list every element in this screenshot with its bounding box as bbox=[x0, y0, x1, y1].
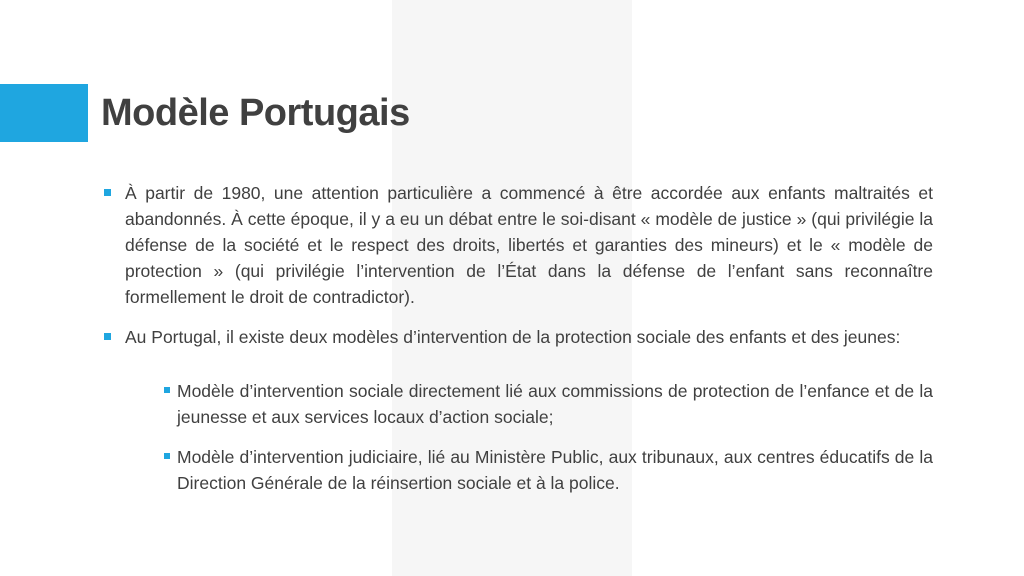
square-bullet-icon bbox=[164, 387, 170, 393]
slide-title: Modèle Portugais bbox=[101, 92, 410, 134]
sub-bullet-item bbox=[163, 444, 933, 496]
square-bullet-icon bbox=[104, 189, 111, 196]
title-accent-bar bbox=[0, 84, 88, 142]
sub-bullet-text: Modèle d’intervention sociale directement lié aux commissions de protection de l’enfance et de la jeunesse et aux services locaux d’action sociale; bbox=[177, 381, 933, 427]
bullet-text: À partir de 1980, une attention particulière a commencé à être accordée aux enfants maltraités et abandonnés. À cette époque, il y a eu un débat entre le soi-disant « modèle de justice » (qui privilégie la défense de la société et le respect des droits, libertés et garanties des mineurs) et le « modèle de protection » (qui privilégie l’intervention de l’État dans la défense de l’enfant sans reconnaître formellement le droit de contradictor). bbox=[125, 183, 933, 307]
bullet-item bbox=[101, 324, 933, 350]
bullet-text: Au Portugal, il existe deux modèles d’intervention de la protection sociale des enfants et des jeunes: bbox=[125, 327, 901, 347]
square-bullet-icon bbox=[104, 333, 111, 340]
slide-content bbox=[101, 180, 933, 510]
sub-bullet-list bbox=[101, 378, 933, 496]
sub-bullet-item bbox=[163, 378, 933, 430]
square-bullet-icon bbox=[164, 453, 170, 459]
bullet-item bbox=[101, 180, 933, 310]
sub-bullet-text: Modèle d’intervention judiciaire, lié au Ministère Public, aux tribunaux, aux centres éducatifs de la Direction Générale de la réinsertion sociale et à la police. bbox=[177, 447, 933, 493]
